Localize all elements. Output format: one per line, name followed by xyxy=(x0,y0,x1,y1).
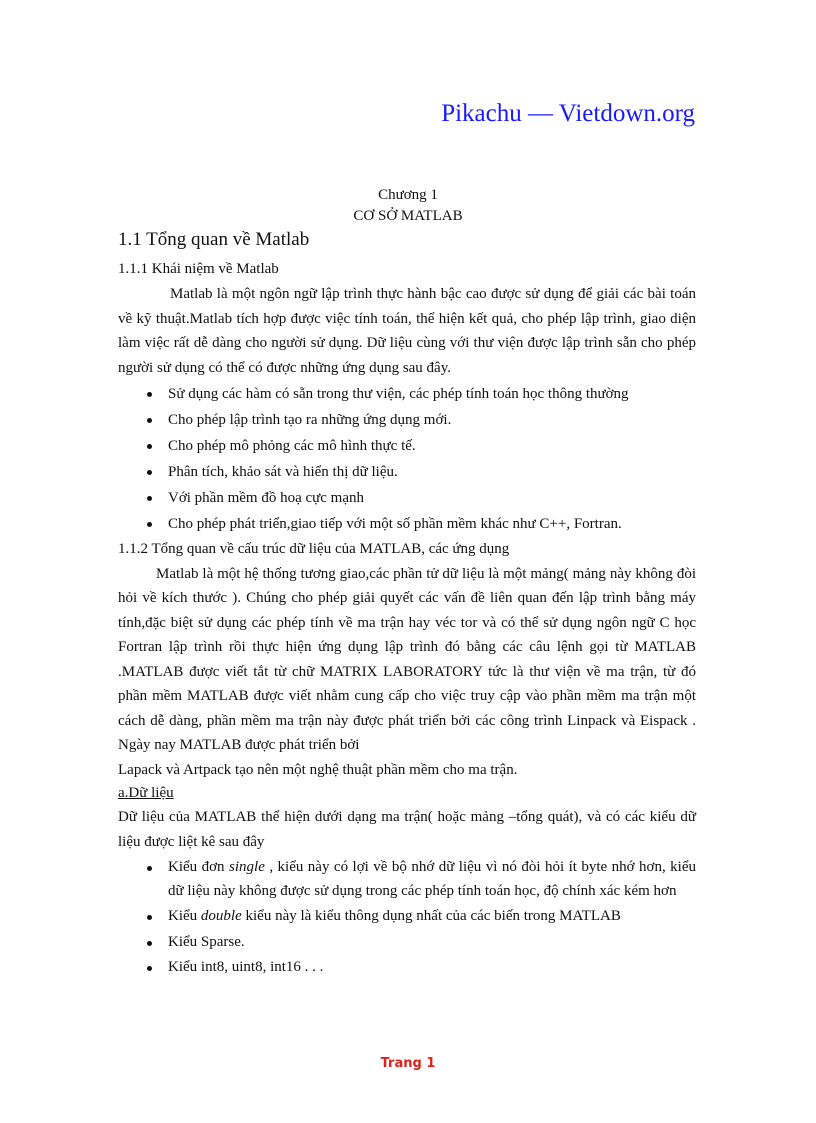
list-item: Kiểu int8, uint8, int16 . . . xyxy=(118,956,696,980)
list-item: Cho phép mô phỏng các mô hình thực tế. xyxy=(118,434,696,459)
watermark-text: Pikachu — Vietdown.org xyxy=(441,100,695,127)
subsection-heading-data: a.Dữ liệu xyxy=(118,785,174,801)
chapter-title: CƠ SỞ MATLAB xyxy=(353,208,463,224)
section-heading-1-1-1: 1.1.1 Khái niệm về Matlab xyxy=(118,261,279,277)
list-item: Cho phép lập trình tạo ra những ứng dụng mới. xyxy=(118,408,696,433)
bullet-list-capabilities xyxy=(118,382,696,537)
document-body xyxy=(118,228,696,982)
list-item: Cho phép phát triển,giao tiếp với một số phần mềm khác như C++, Fortran. xyxy=(118,512,696,537)
section-heading-1-1: 1.1 Tổng quan về Matlab xyxy=(118,229,310,250)
section-heading-1-1-2: 1.1.2 Tổng quan về cấu trúc dữ liệu của MATLAB, các ứng dụng xyxy=(118,540,510,557)
list-item: Với phần mềm đồ hoạ cực mạnh xyxy=(118,486,696,511)
list-item: Sử dụng các hàm có sẵn trong thư viện, các phép tính toán học thông thường xyxy=(118,382,696,407)
paragraph-matlab-concept: Matlab là một ngôn ngữ lập trình thực hành bậc cao được sử dụng để giải các bài toán về kỹ thuật.Matlab tích hợp được việc tính toán, thể hiện kết quả, cho phép lập trình, giao diện làm việc rất dễ dàng cho người sử dụng. Dữ liệu cùng với thư viện được lập trình sẵn cho phép người sử dụng có thể có được những ứng dụng sau đây. xyxy=(118,286,696,376)
list-item: Kiểu double kiểu này là kiểu thông dụng nhất của các biến trong MATLAB xyxy=(118,905,696,929)
page-number: Trang 1 xyxy=(380,1056,436,1071)
list-item: Kiểu Sparse. xyxy=(118,931,696,955)
paragraph-data-structure: Matlab là một hệ thống tương giao,các phần tử dữ liệu là một mảng( mảng này không đòi hỏi về kích thước ). Chúng cho phép giải quyết các vấn đề liên quan đến lập trình bằng máy tính,đặc biệt sử dụng các phép tính về ma trận hay véc tor và có thể sử dụng ngôn ngữ C học Fortran lập trình rồi thực hiện ứng dụng lập trình đó bằng các câu lệnh gọi từ MATLAB .MATLAB được viết tắt từ chữ MATRIX LABORATORY tức là thư viện về ma trận, từ đó phần mềm MATLAB được viết nhằm cung cấp cho việc truy cập vào phần mềm ma trận một cách dễ dàng, phần mềm ma trận này được phát triển bởi các công trình Linpack và Eispack . Ngày nay MATLAB được phát triển bởi xyxy=(118,565,696,753)
chapter-number: Chương 1 xyxy=(378,187,438,203)
bullet-list-data-types xyxy=(118,856,696,980)
list-item: Phân tích, khảo sát và hiển thị dữ liệu. xyxy=(118,460,696,485)
paragraph-data-types: Dữ liệu của MATLAB thể hiện dưới dạng ma trận( hoặc mảng –tổng quát), và có các kiểu dữ liệu được liệt kê sau đây xyxy=(118,809,696,850)
list-item: Kiểu đơn single , kiểu này có lợi về bộ nhớ dữ liệu vì nó đòi hỏi ít byte nhớ hơn, kiểu dữ liệu này không được sử dụng trong các phép tính toán học, độ chính xác kém hơn xyxy=(118,856,696,903)
paragraph-data-structure-end: Lapack và Artpack tạo nên một nghệ thuật phần mềm cho ma trận. xyxy=(118,761,518,778)
